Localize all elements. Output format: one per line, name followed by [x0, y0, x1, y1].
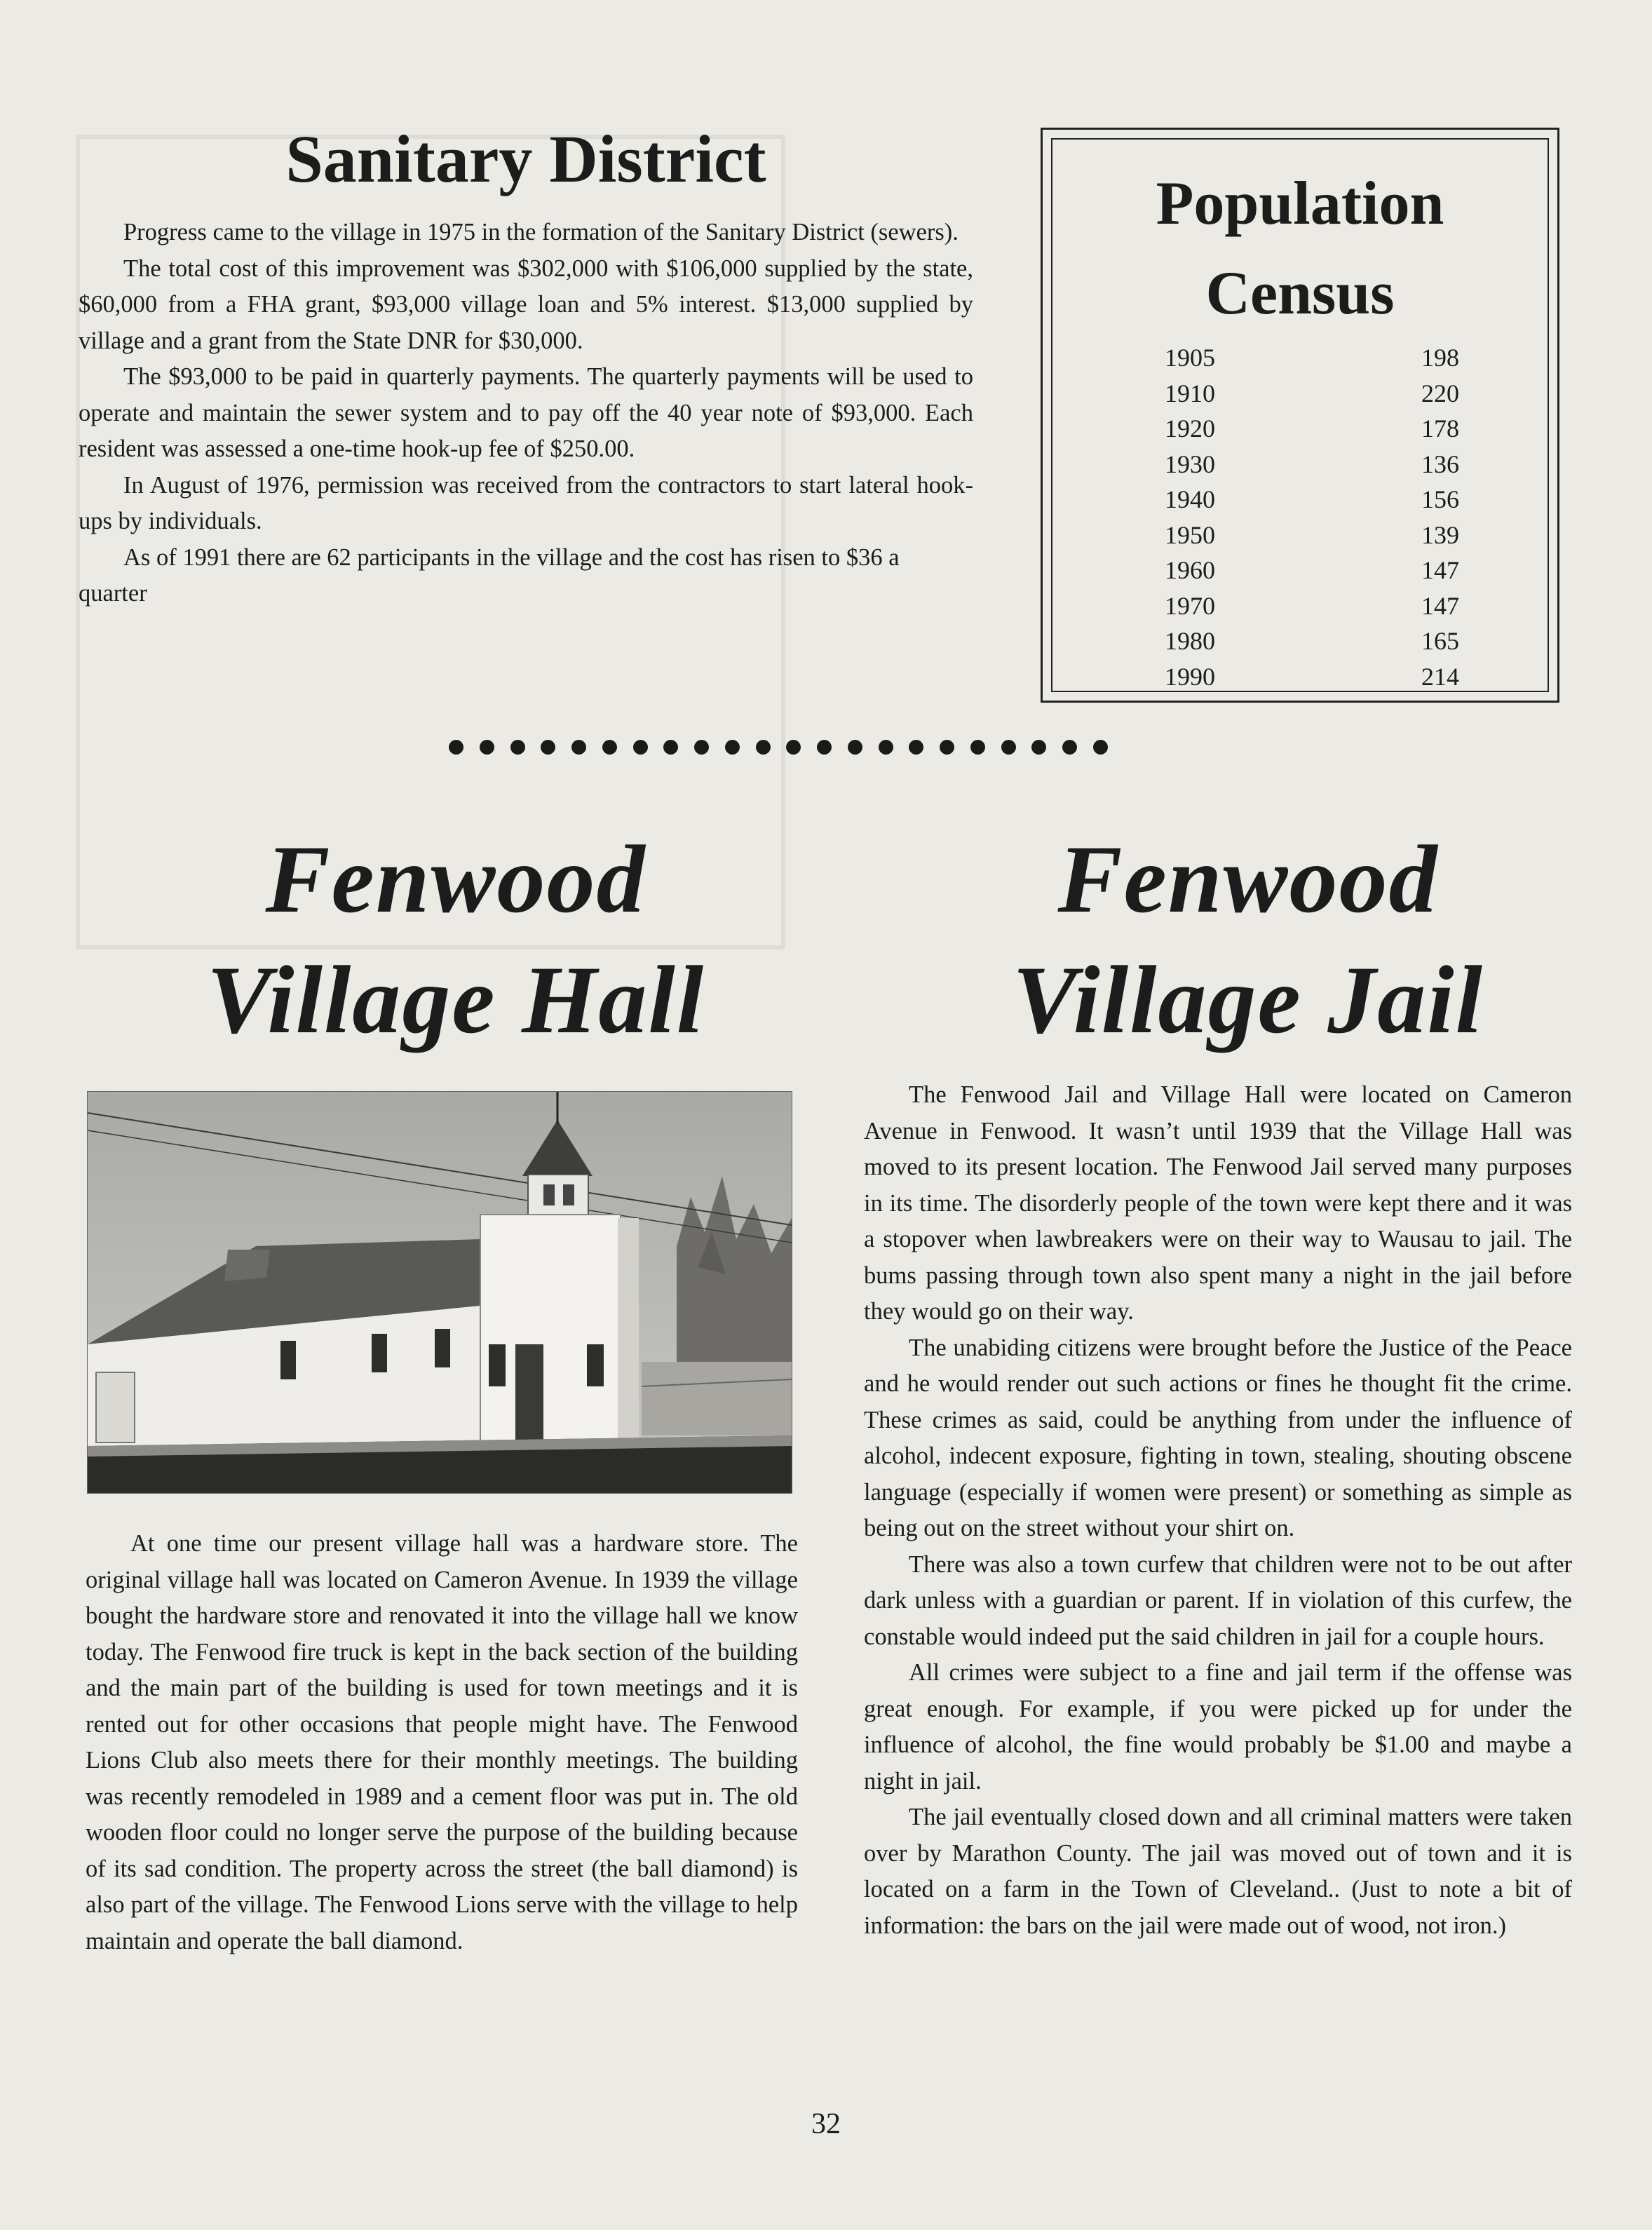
census-year: 1980 [1165, 627, 1215, 655]
sanitary-paragraph: In August of 1976, permission was received from the contractors to start lateral hook-ups by individuals. [79, 471, 973, 534]
census-count: 198 [1421, 344, 1459, 372]
census-year: 1990 [1165, 662, 1215, 691]
census-table [1165, 340, 1459, 694]
census-count: 220 [1421, 379, 1459, 407]
village-hall-heading-line: Fenwood [265, 825, 646, 933]
census-inner-frame [1051, 138, 1549, 692]
village-hall-photo-image [88, 1092, 792, 1493]
census-row [1165, 447, 1459, 482]
village-jail-paragraph: The Fenwood Jail and Village Hall were located on Cameron Avenue in Fenwood. It wasn’t until 1939 that the Village Hall was moved to its present location. The Fenwood Jail served many purposes in its time. The disorderly people of the town were kept there and it was a stopover when lawbreakers were on their way to Wausau to jail. The bums passing through town also spent many a night in the jail before they would go on their way. [864, 1081, 1572, 1325]
village-jail-paragraph: There was also a town curfew that children were not to be out after dark unless with a guardian or parent. If in violation of this curfew, the constable would indeed put the said children in jail for a couple hours. [864, 1550, 1572, 1650]
census-count: 147 [1421, 556, 1459, 584]
census-count: 139 [1421, 520, 1459, 549]
census-count: 156 [1421, 485, 1459, 513]
village-hall-body [86, 1526, 798, 1959]
census-row [1165, 482, 1459, 518]
census-row [1165, 588, 1459, 624]
census-title-line: Population [1156, 170, 1444, 238]
village-jail-paragraph: The unabiding citizens were brought before the Justice of the Peace and he would render out such actions or fines he thought fit the crime. These crimes as said, could be anything from under the influence of alcohol, indecent exposure, fighting in town, stealing, shouting obscene language (especially if women were present) or something as simple as being out on the street without your shirt on. [864, 1334, 1572, 1541]
population-census-box [1041, 128, 1559, 703]
census-year: 1920 [1165, 414, 1215, 442]
census-title-line: Census [1205, 259, 1395, 327]
census-row [1165, 376, 1459, 412]
census-title [1052, 159, 1548, 339]
census-count: 214 [1421, 662, 1459, 691]
census-row [1165, 411, 1459, 447]
village-jail-heading-line: Fenwood [1057, 825, 1439, 933]
sanitary-district-title: Sanitary District [285, 121, 766, 196]
village-jail-heading [933, 819, 1564, 1060]
census-year: 1970 [1165, 591, 1215, 620]
census-count: 165 [1421, 627, 1459, 655]
census-year: 1940 [1165, 485, 1215, 513]
census-count: 147 [1421, 591, 1459, 620]
census-row [1165, 553, 1459, 588]
census-row [1165, 340, 1459, 376]
village-jail-heading-line: Village Jail [1013, 946, 1484, 1053]
village-jail-paragraph: All crimes were subject to a fine and jail term if the offense was great enough. For example, if you were picked up for under the influence of alcohol, the fine would probably be $1.00 and maybe a night in jail. [864, 1659, 1572, 1795]
dotted-divider [449, 733, 1108, 761]
village-hall-photo [87, 1091, 792, 1494]
census-row [1165, 623, 1459, 659]
census-year: 1950 [1165, 520, 1215, 549]
sanitary-paragraph: Progress came to the village in 1975 in the formation of the Sanitary District (sewers). [123, 219, 959, 245]
census-year: 1960 [1165, 556, 1215, 584]
village-hall-heading [140, 819, 771, 1060]
sanitary-paragraph: The total cost of this improvement was $302,000 with $106,000 supplied by the state, $60,000 from a FHA grant, $93,000 village loan and 5% interest. $13,000 supplied by village and a grant from the State DNR for $30,000. [79, 255, 973, 354]
census-row [1165, 659, 1459, 695]
sanitary-paragraph: As of 1991 there are 62 participants in the village and the cost has risen to $36 a quarter [79, 543, 900, 607]
census-row [1165, 518, 1459, 553]
census-count: 178 [1421, 414, 1459, 442]
village-hall-heading-line: Village Hall [206, 946, 705, 1053]
census-year: 1905 [1165, 344, 1215, 372]
census-count: 136 [1421, 450, 1459, 478]
sanitary-paragraph: The $93,000 to be paid in quarterly payments. The quarterly payments will be used to operate and maintain the sewer system and to pay off the 40 year note of $93,000. Each resident was assessed a one-time hook-up fee of $250.00. [79, 363, 973, 462]
village-jail-body [864, 1077, 1572, 1944]
page-number: 32 [811, 2108, 841, 2140]
village-jail-paragraph: The jail eventually closed down and all criminal matters were taken over by Marathon County. The jail was moved out of town and it is located on a farm in the Town of Cleveland.. (Just to note a bit of information: the bars on the jail were made out of wood, not iron.) [864, 1804, 1572, 1939]
village-hall-paragraph: At one time our present village hall was a hardware store. The original village hall was located on Cameron Avenue. In 1939 the village bought the hardware store and renovated it into the village hall we know today. The Fenwood fire truck is kept in the back section of the building and the main part of the building is used for town meetings and it is rented out for other occasions that people might have. The Fenwood Lions Club also meets there for their monthly meetings. The building was recently remodeled in 1989 and a cement floor was put in. The old wooden floor could no longer serve the purpose of the building because of its sad condition. The property across the street (the ball diamond) is also part of the village. The Fenwood Lions serve with the village to help maintain and operate the ball diamond. [86, 1530, 798, 1954]
census-year: 1910 [1165, 379, 1215, 407]
sanitary-district-body [79, 215, 973, 612]
census-year: 1930 [1165, 450, 1215, 478]
